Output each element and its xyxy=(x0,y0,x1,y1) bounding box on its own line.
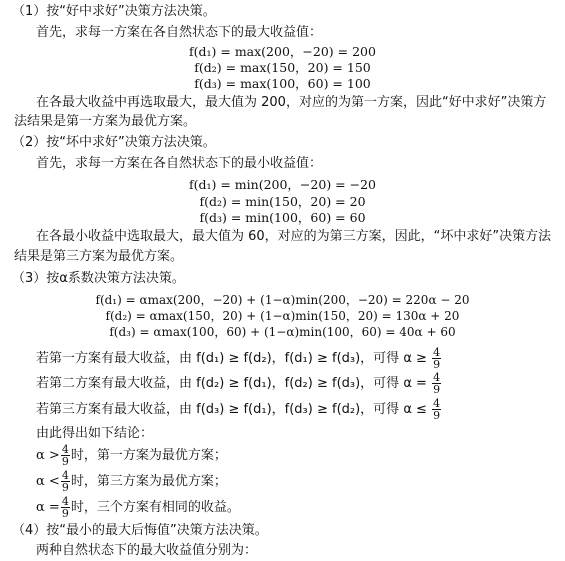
equation-max-d3: f(d₃) = max(100，60) = 100 xyxy=(194,76,371,91)
equation-min-d1: f(d₁) = min(200，−20) = −20 xyxy=(188,177,376,192)
section-3-heading: （3）按α系数决策方法决策。 xyxy=(12,271,185,286)
section-2-heading: （2）按“坏中求好”决策方法决策。 xyxy=(12,135,216,150)
section-4-intro: 两种自然状态下的最大收益值分别为： xyxy=(36,543,258,558)
equation-alpha-d2: f(d₂) = αmax(150，20) + (1−α)min(150，20) = 130α + 20 xyxy=(105,309,460,323)
fraction-numerator: 4 xyxy=(61,495,69,508)
summary-intro: 由此得出如下结论： xyxy=(36,426,154,441)
fraction-numerator: 4 xyxy=(61,469,69,482)
case-third-plan xyxy=(36,397,442,423)
section-2-conclusion-line-2: 结果是第三方案为最优方案。 xyxy=(14,249,184,264)
equation-min-d3: f(d₃) = min(100，60) = 60 xyxy=(199,210,366,225)
case-third-fraction xyxy=(432,398,441,421)
fraction-denominator: 9 xyxy=(61,507,69,520)
section-1-intro: 首先，求每一方案在各自然状态下的最大收益值： xyxy=(36,25,323,40)
conclusion-fraction xyxy=(61,496,70,519)
conclusion-relation: α < xyxy=(36,474,60,489)
fraction-denominator: 9 xyxy=(61,455,69,468)
conclusion-relation: α = xyxy=(36,500,60,515)
section-2-intro: 首先，求每一方案在各自然状态下的最小收益值： xyxy=(36,156,323,171)
case-second-plan xyxy=(36,371,442,397)
section-1-heading: （1）按“好中求好”决策方法决策。 xyxy=(12,4,216,19)
equation-max-d1: f(d₁) = max(200，−20) = 200 xyxy=(189,44,376,59)
fraction-denominator: 9 xyxy=(433,358,441,371)
equation-alpha-d3: f(d₃) = αmax(100，60) + (1−α)min(100，60) = 40α + 60 xyxy=(109,325,456,339)
fraction-numerator: 4 xyxy=(433,371,441,384)
case-third-text: 若第三方案有最大收益，由 f(d₃) ≥ f(d₁)，f(d₃) ≥ f(d₂)，可得 α ≤ xyxy=(36,402,427,417)
section-1-conclusion-line-2: 法结果是第一方案为最优方案。 xyxy=(14,114,197,129)
fraction-denominator: 9 xyxy=(61,481,69,494)
case-second-fraction xyxy=(432,372,441,395)
equation-max-d2: f(d₂) = max(150，20) = 150 xyxy=(194,60,371,75)
case-first-fraction xyxy=(432,347,441,370)
section-2-conclusion-line-1: 在各最小收益中选取最大，最大值为 60，对应的为第三方案，因此，“坏中求好”决策方法 xyxy=(36,229,552,244)
fraction-numerator: 4 xyxy=(61,443,69,456)
fraction-numerator: 4 xyxy=(433,397,441,410)
section-4-heading: （4）按“最小的最大后悔值”决策方法决策。 xyxy=(12,523,268,538)
conclusion-alpha-equal xyxy=(36,495,240,521)
case-second-text: 若第二方案有最大收益，由 f(d₂) ≥ f(d₁)，f(d₂) ≥ f(d₃)，可得 α = xyxy=(36,376,427,391)
conclusion-text: 时，三个方案有相同的收益。 xyxy=(70,500,240,515)
conclusion-text: 时，第三方案为最优方案； xyxy=(70,474,227,489)
conclusion-relation: α > xyxy=(36,448,60,463)
case-first-plan xyxy=(36,346,442,372)
equation-alpha-d1: f(d₁) = αmax(200，−20) + (1−α)min(200，−20) = 220α − 20 xyxy=(95,293,470,307)
equation-min-d2: f(d₂) = min(150，20) = 20 xyxy=(199,194,366,209)
conclusion-text: 时，第一方案为最优方案； xyxy=(70,448,227,463)
conclusion-fraction xyxy=(61,444,70,467)
conclusion-alpha-less xyxy=(36,469,227,495)
fraction-denominator: 9 xyxy=(433,383,441,396)
fraction-numerator: 4 xyxy=(433,346,441,359)
section-1-conclusion-line-1: 在各最大收益中再选取最大，最大值为 200，对应的为第一方案，因此“好中求好”决策方 xyxy=(36,95,547,110)
case-first-text: 若第一方案有最大收益，由 f(d₁) ≥ f(d₂)，f(d₁) ≥ f(d₃)，可得 α ≥ xyxy=(36,351,427,366)
fraction-denominator: 9 xyxy=(433,409,441,422)
conclusion-alpha-greater xyxy=(36,443,227,469)
conclusion-fraction xyxy=(61,470,70,493)
